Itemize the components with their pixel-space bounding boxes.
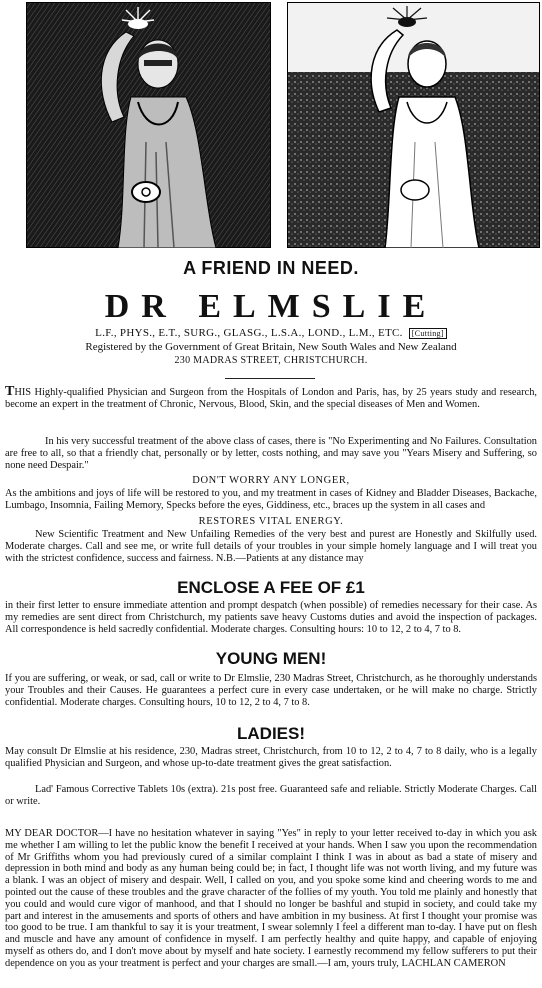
- heading-ladies: LADIES!: [237, 724, 305, 743]
- qualifications-line: [0, 327, 542, 339]
- fee-paragraph: in their first letter to ensure immediate attention and prompt despatch (when possible) of remedies necessary for their case. As my remedies are sent direct from Christchurch, my patients save heavy Customs duties and avoid the inspection of packages. All correspondence is held sacredly confidential. Moderate charges. Consulting hours: 10 to 12, 2 to 4, 7 to 8.: [5, 600, 537, 636]
- heading-fee: ENCLOSE A FEE OF £1: [177, 578, 365, 597]
- woman-with-torch-icon: [26, 2, 271, 248]
- cutting-stamp: [Cutting]: [409, 328, 447, 339]
- young-men-paragraph: If you are suffering, or weak, or sad, call or write to Dr Elmslie, 230 Madras Street, Christchurch, as he thoroughly understands your Troubles and their Causes. He guarantees a perfect cure in every case undertaken, or he will make no charge. Strictly confidential. Moderate charges. Consulting hours, 10 to 12, 2 to 4, 7 to 8.: [5, 673, 537, 709]
- testimonial-letter: MY DEAR DOCTOR—I have no hesitation whatever in saying "Yes" in reply to your letter received to-day in which you ask me whether I am willing to let the public know the benefit I received at your hands. When I saw you upon the recommendation of Mr Griffiths whom you had previously cured of a similar complaint I think I was in about as bad a state of misery and depression in both mind and body as any human being could be; in fact, I thought life was not worth living, and my future was a blank. I was an object of misery and despair. Well, I called on you, and you spoke some kind and cheering words to me and pointed out the cause of these troubles and the grave character of the follies of my youth. You told me plainly and honestly that you could and would cure vigor of manhood, and that I should no longer be bashful and stupid in society, and could take my part and interest in the amusements and sports of others and have ambition in my business. At first I thought your promise was too good to be true. I am thankful to say it is your treatment, I swear solemnly I feel a different man to-day. I have put on flesh and muscle and have any amount of confidence in myself. I am perfectly healthy and quite happy, and capable of enjoying myself as others do, and I don't move about by myself and hate society. I earnestly recommend my fellow sufferers to put their dependence on you as your treatment is perfect and your charges are small.—I am, yours truly, LACHLAN CAMERON: [5, 828, 537, 969]
- intro-text: HIS Highly-qualified Physician and Surgeon from the Hospitals of London and Paris, has, by 25 years study and research, become an expert in the treatment of Chronic, Nervous, Blood, Skin, and the special diseases of Men and Women.: [5, 387, 537, 411]
- woman-with-torch-icon: [287, 2, 540, 248]
- intro-dropcap: T: [5, 384, 15, 399]
- headline-doctor-name: DR ELMSLIE: [104, 288, 438, 325]
- illustration-left: [26, 2, 271, 248]
- illustration-right: [287, 2, 540, 248]
- qualifications-text: L.F., PHYS., E.T., SURG., GLASG., L.S.A., LOND., L.M., ETC.: [95, 327, 403, 339]
- headline-friend: A FRIEND IN NEED.: [183, 258, 359, 278]
- heading-young-men: YOUNG MEN!: [215, 649, 327, 668]
- scientific-paragraph: New Scientific Treatment and New Unfailing Remedies of the very best and purest are Honestly and Skilfully used. Moderate charges. Call and see me, or write full details of your troubles in your simple homely language and I will treat you with the strictest confidence, success and fairness. N.B.—Patients at any distance may: [5, 529, 537, 565]
- ladies-paragraph: May consult Dr Elmslie at his residence, 230, Madras street, Christchurch, from 10 to 12, 2 to 4, 7 to 8 daily, who is a legally qualified Physician and Surgeon, and whose up-to-date treatment gives the great satisfaction.: [5, 746, 537, 770]
- divider-rule: [225, 378, 315, 379]
- tablets-paragraph: Lad' Famous Corrective Tablets 10s (extra). 21s post free. Guaranteed safe and reliable. Strictly Moderate Charges. Call or write.: [5, 784, 537, 808]
- subheading-vital-energy: RESTORES VITAL ENERGY.: [198, 516, 344, 527]
- treatment-paragraph: In his very successful treatment of the above class of cases, there is "No Experimenting and No Failures. Consultation are free to all, so that a friendly chat, personally or by letter, costs nothing, and may save you "Years Misery and Suffering, so none need Despair.": [5, 436, 537, 472]
- address-line: 230 MADRAS STREET, CHRISTCHURCH.: [174, 355, 368, 366]
- subheading-worry: DON'T WORRY ANY LONGER,: [192, 475, 350, 486]
- registration-line: Registered by the Government of Great Britain, New South Wales and New Zealand: [85, 341, 457, 353]
- ambitions-paragraph: As the ambitions and joys of life will be restored to you, and my treatment in cases of Kidney and Bladder Diseases, Backache, Lumbago, Insomnia, Failing Memory, Specks before the eyes, Giddiness, etc., braces up the system in all cases and: [5, 488, 537, 512]
- intro-paragraph: [5, 386, 537, 436]
